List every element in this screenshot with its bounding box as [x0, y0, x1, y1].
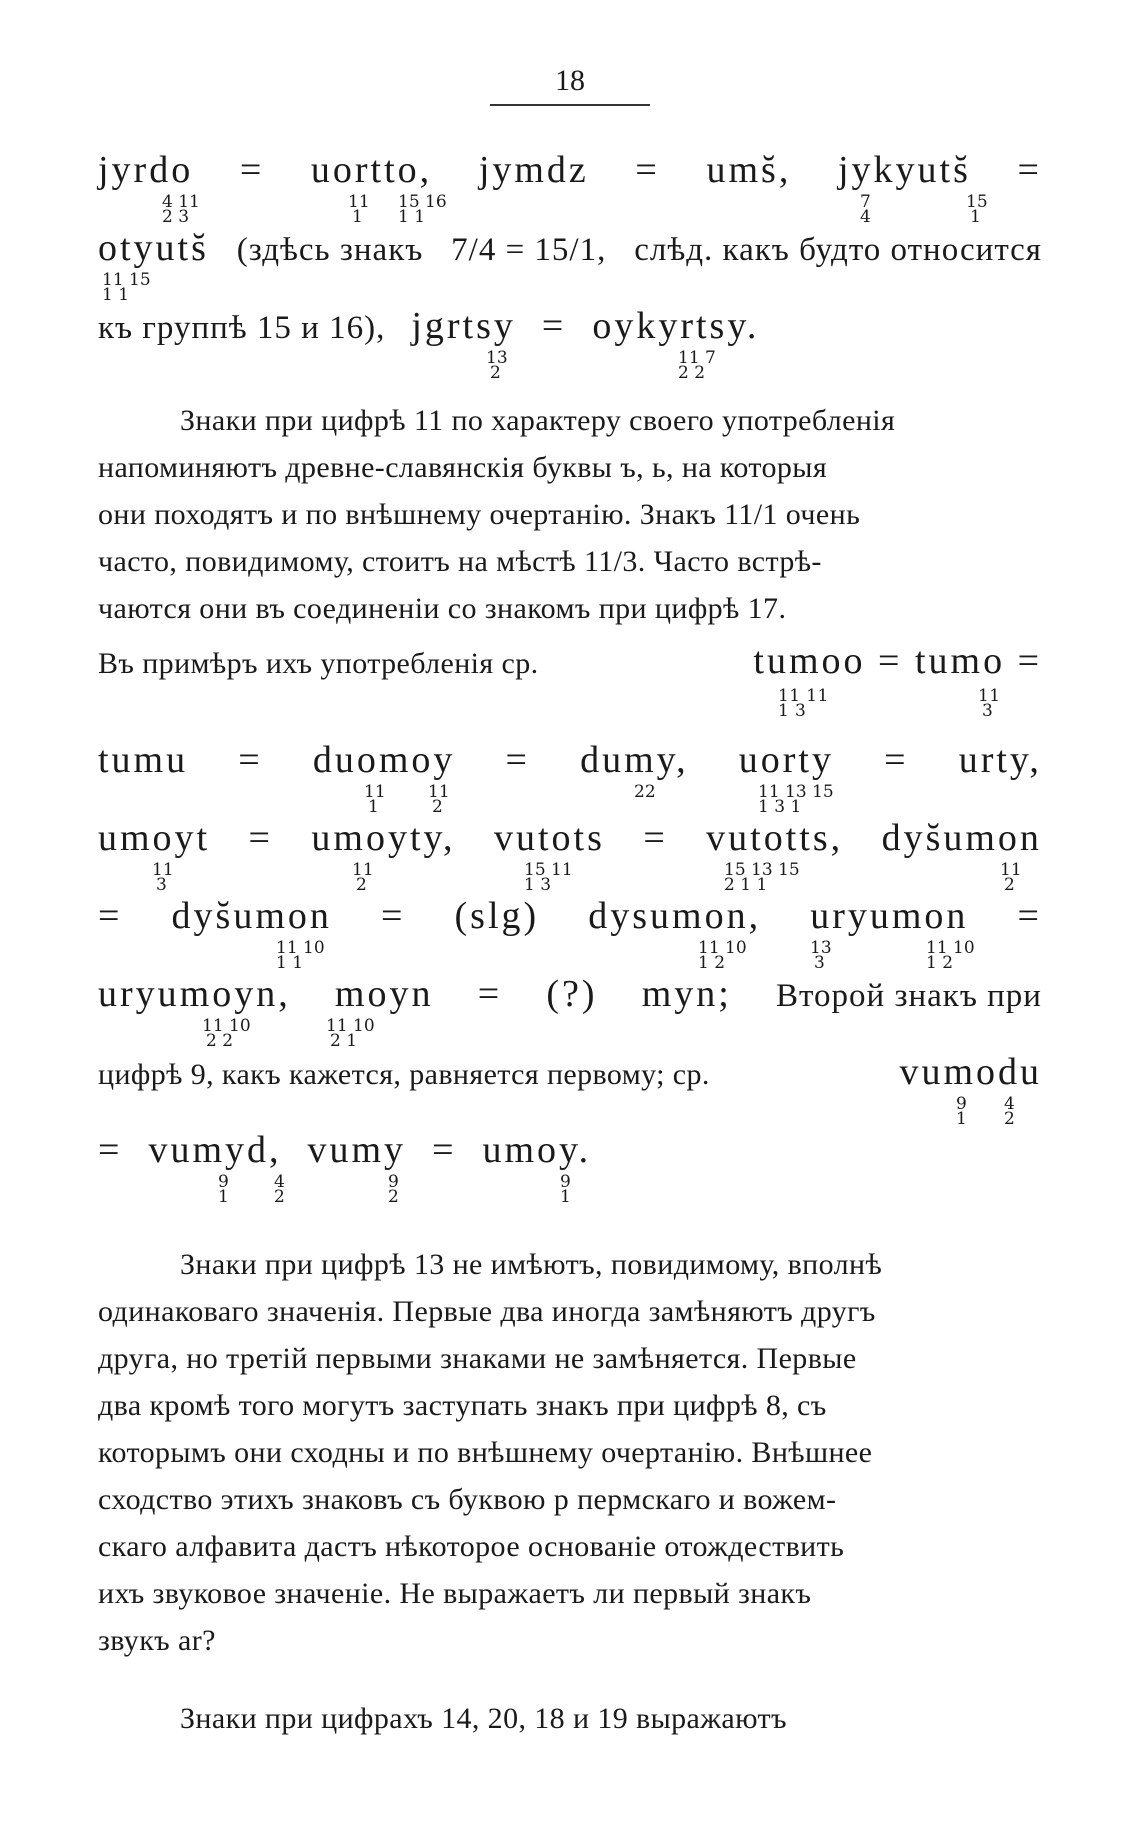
- subscript: 2 1: [330, 1031, 358, 1051]
- text: Знаки при цифрахъ 14, 20, 18 и 19 выражаютъ: [180, 1702, 787, 1735]
- equals-sign: =: [884, 739, 909, 781]
- subscript: 2: [1004, 1109, 1015, 1129]
- subscript: 1: [218, 1187, 229, 1207]
- subscript: 2: [1004, 875, 1015, 895]
- formula-block-2: [98, 738, 1042, 1206]
- word: dysumon,: [588, 895, 762, 937]
- subscript: 4: [274, 1172, 285, 1192]
- formula-line: [98, 1128, 1042, 1172]
- paragraph: [98, 404, 1042, 720]
- word: uryumon: [810, 895, 969, 937]
- header-rule: [490, 104, 650, 106]
- text-line: [98, 1248, 1042, 1295]
- subscript: 9: [560, 1172, 571, 1192]
- text: Въ примѣръ ихъ употребленія ср.: [98, 647, 539, 680]
- text-line: [98, 1389, 1042, 1436]
- equals-sign: =: [432, 1129, 457, 1171]
- subscript: 2 2: [206, 1031, 234, 1051]
- formula-block-1: [98, 148, 1042, 382]
- word: ums̆,: [706, 149, 792, 191]
- subscript-row: [98, 782, 1042, 816]
- subscript: 13: [810, 938, 832, 958]
- word: urty,: [958, 739, 1042, 781]
- text-line: [98, 545, 1042, 592]
- formula-line: [98, 1050, 1042, 1094]
- word: umoyt: [98, 817, 211, 859]
- subscript: 2: [490, 363, 501, 383]
- word: vumy: [307, 1129, 407, 1171]
- subscript: 2 2: [678, 363, 706, 383]
- text-fragment: 7/4 = 15/1,: [451, 232, 607, 268]
- subscript: 1 2: [698, 953, 726, 973]
- equals-sign: =: [541, 305, 567, 347]
- text-fragment: (здѣсь знакъ: [236, 232, 424, 268]
- subscript: 3: [982, 701, 994, 721]
- subscript: 3: [156, 875, 167, 895]
- subscript: 11: [1000, 860, 1022, 880]
- subscript: 2: [432, 797, 443, 817]
- subscript: 1: [956, 1109, 967, 1129]
- text-line: [98, 1483, 1042, 1530]
- subscript: 4: [860, 207, 871, 227]
- text-line: [98, 498, 1042, 545]
- formula-line: [98, 972, 1042, 1016]
- subscript-row: [98, 348, 1042, 382]
- text: друга, но третій первыми знаками не замѣняется. Первые: [98, 1342, 857, 1375]
- text-fragment: Второй знакъ при: [776, 978, 1042, 1014]
- equals-sign: =: [239, 149, 265, 191]
- subscript: 1 1: [276, 953, 304, 973]
- word: otyuts̆: [98, 227, 209, 269]
- subscript: 11 15: [102, 270, 151, 290]
- text: сходство этихъ знаковъ съ буквою р пермскаго и вожем-: [98, 1483, 837, 1516]
- subscript: 11 7: [678, 348, 716, 368]
- subscript: 11 10: [202, 1016, 251, 1036]
- word: jgrtsy: [411, 305, 516, 347]
- text: два кромѣ того могутъ заступать знакъ при цифрѣ 8, съ: [98, 1389, 827, 1422]
- word: uryumoyn,: [98, 973, 291, 1015]
- subscript: 2 1 1: [724, 875, 768, 895]
- subscript: 22: [634, 782, 656, 802]
- subscript-row: [98, 1172, 1042, 1206]
- word: jymdz: [478, 149, 589, 191]
- subscript-row: [98, 938, 1042, 972]
- subscript: 1 3 1: [758, 797, 802, 817]
- text: чаются они въ соединеніи со знакомъ при цифрѣ 17.: [98, 592, 787, 625]
- subscript-row: [98, 1094, 1042, 1128]
- subscript-row: [98, 686, 1042, 720]
- text: звукъ ar?: [98, 1624, 216, 1657]
- word: tumu: [98, 739, 189, 781]
- word: umoyty,: [311, 817, 456, 859]
- subscript: 11 11: [778, 686, 829, 706]
- subscript: 9: [956, 1094, 967, 1114]
- text-line: [98, 592, 1042, 639]
- word: myn;: [641, 973, 732, 1015]
- paragraph: [98, 1702, 1042, 1749]
- equals-sign: =: [505, 739, 530, 781]
- page-number: 18: [555, 64, 585, 97]
- text-line: [98, 1702, 1042, 1749]
- formula-line: [98, 816, 1042, 860]
- subscript-row: [98, 192, 1042, 226]
- word: oykyrtsy.: [592, 305, 760, 347]
- text-line: [98, 1624, 1042, 1671]
- equals-sign: =: [248, 817, 273, 859]
- formula-fragment: tumoo = tumo =: [753, 640, 1042, 682]
- word: duomoy: [312, 739, 456, 781]
- equals-sign: =: [380, 895, 406, 937]
- equals-sign: =: [477, 973, 503, 1015]
- text: ихъ звуковое значеніе. Не выражаетъ ли первый знакъ: [98, 1577, 812, 1610]
- word: umoy.: [482, 1129, 592, 1171]
- subscript: 11 13 15: [758, 782, 834, 802]
- equals-sign: =: [98, 895, 123, 937]
- subscript-row: [98, 1016, 1042, 1050]
- text-line: [98, 1530, 1042, 1577]
- word: dys̆umon: [171, 895, 332, 937]
- subscript: 11 10: [926, 938, 975, 958]
- word: uortto,: [310, 149, 433, 191]
- word: dys̆umon: [881, 817, 1042, 859]
- text: которымъ они сходны и по внѣшнему очертанію. Внѣшнее: [98, 1436, 873, 1469]
- word: (?): [546, 973, 598, 1015]
- text: одинаковаго значенія. Первые два иногда замѣняютъ другъ: [98, 1295, 876, 1328]
- word: (slg): [454, 895, 540, 937]
- text-fragment: слѣд. какъ будто относится: [634, 232, 1042, 268]
- word: vumodu: [899, 1051, 1042, 1093]
- subscript: 1: [352, 207, 363, 227]
- word: jyrdo: [98, 149, 194, 191]
- subscript: 1: [970, 207, 981, 227]
- formula-line: [98, 304, 1042, 348]
- equals-sign: =: [635, 149, 660, 191]
- paragraph: [98, 1248, 1042, 1671]
- text-line: [98, 1577, 1042, 1624]
- subscript: 11 10: [698, 938, 747, 958]
- word: jykyuts̆: [837, 149, 971, 191]
- text-line: [98, 404, 1042, 451]
- text: напоминяютъ древне-славянскія буквы ъ, ь, на которыя: [98, 451, 828, 484]
- subscript-row: [98, 270, 1042, 304]
- subscript: 11 10: [326, 1016, 375, 1036]
- subscript: 11: [364, 782, 386, 802]
- text: скаго алфавита дастъ нѣкоторое основаніе отождествить: [98, 1530, 845, 1563]
- text-line: [98, 451, 1042, 498]
- text-line: [98, 1342, 1042, 1389]
- subscript: 1 3: [524, 875, 552, 895]
- word: vutots: [493, 817, 605, 859]
- subscript: 1 3: [778, 701, 807, 721]
- subscript: 15 16: [398, 192, 447, 212]
- subscript: 15 11: [524, 860, 573, 880]
- subscript: 2: [274, 1187, 285, 1207]
- text: Знаки при цифрѣ 11 по характеру своего употребленія: [180, 404, 896, 437]
- subscript: 13: [486, 348, 508, 368]
- subscript: 11: [428, 782, 450, 802]
- subscript: 7: [860, 192, 871, 212]
- text-line: [98, 1436, 1042, 1483]
- subscript: 11: [348, 192, 370, 212]
- subscript: 4 11: [162, 192, 200, 212]
- subscript: 3: [814, 953, 825, 973]
- text-line: [98, 1295, 1042, 1342]
- subscript: 15 13 15: [724, 860, 800, 880]
- subscript: 2 3: [162, 207, 190, 227]
- equals-sign: =: [238, 739, 263, 781]
- equals-sign: =: [643, 817, 668, 859]
- subscript: 9: [388, 1172, 399, 1192]
- equals-sign: =: [1017, 895, 1042, 937]
- text: Знаки при цифрѣ 13 не имѣютъ, повидимому, вполнѣ: [180, 1248, 883, 1281]
- subscript: 1: [560, 1187, 571, 1207]
- subscript: 1 1: [102, 285, 130, 305]
- subscript: 4: [1004, 1094, 1015, 1114]
- word: uorty: [738, 739, 834, 781]
- text: они походятъ и по внѣшнему очертанію. Знакъ 11/1 очень: [98, 498, 861, 531]
- equals-sign: =: [1017, 149, 1042, 191]
- formula-line: [98, 148, 1042, 192]
- word: vutotts,: [706, 817, 844, 859]
- subscript: 11: [978, 686, 1001, 706]
- subscript: 9: [218, 1172, 229, 1192]
- subscript: 11: [352, 860, 374, 880]
- formula-line: [98, 226, 1042, 270]
- subscript: 11 10: [276, 938, 325, 958]
- subscript: 2: [388, 1187, 399, 1207]
- equals-sign: =: [98, 1129, 123, 1171]
- subscript: 11: [152, 860, 174, 880]
- text-fragment: къ группѣ 15 и 16),: [98, 310, 386, 346]
- text-line: [98, 639, 1042, 686]
- subscript: 15: [966, 192, 988, 212]
- text: часто, повидимому, стоитъ на мѣстѣ 11/3. Часто встрѣ-: [98, 545, 822, 578]
- word: dumy,: [580, 739, 689, 781]
- formula-line: [98, 738, 1042, 782]
- formula-line: [98, 894, 1042, 938]
- word: vumyd,: [148, 1129, 282, 1171]
- text-fragment: цифрѣ 9, какъ кажется, равняется первому; ср.: [98, 1058, 710, 1091]
- subscript: 1 2: [926, 953, 954, 973]
- subscript: 2: [356, 875, 367, 895]
- subscript: 1: [368, 797, 379, 817]
- word: moyn: [334, 973, 434, 1015]
- subscript: 1 1: [398, 207, 426, 227]
- subscript-row: [98, 860, 1042, 894]
